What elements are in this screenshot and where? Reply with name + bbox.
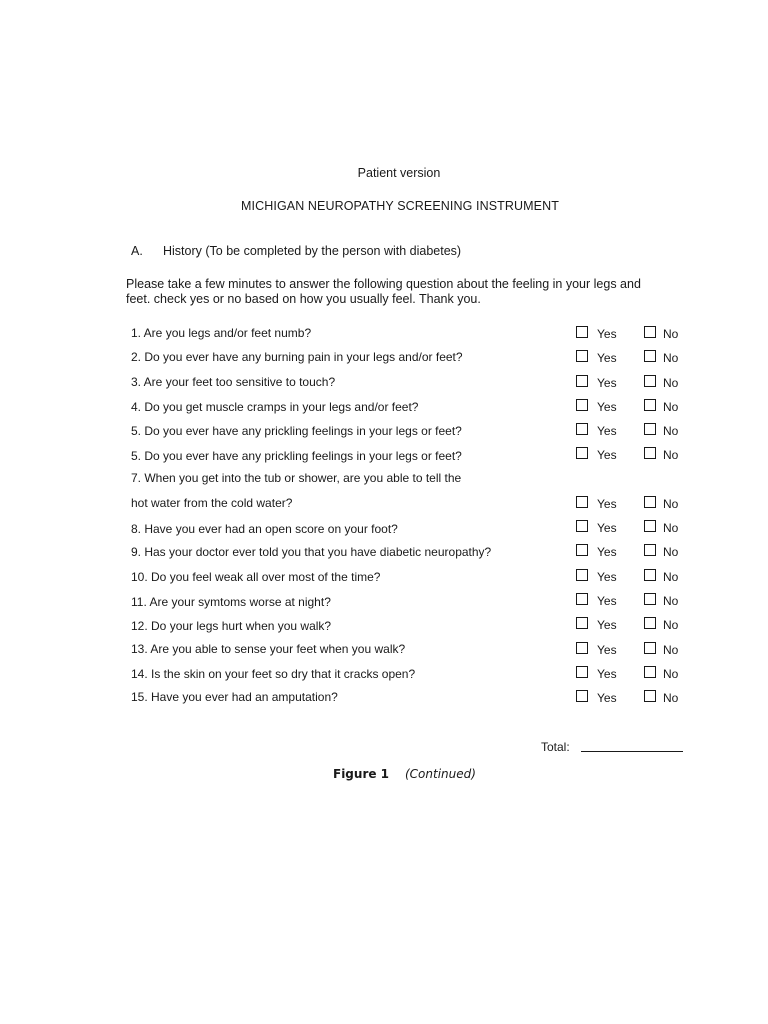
yes-label-9: Yes — [597, 545, 617, 559]
no-label-9: No — [663, 545, 679, 559]
yes-checkbox-9[interactable] — [576, 544, 588, 556]
yes-label-5: Yes — [597, 424, 617, 438]
no-checkbox-15[interactable] — [644, 690, 656, 702]
no-checkbox-12[interactable] — [644, 617, 656, 629]
question-13: 13. Are you able to sense your feet when you walk? — [131, 642, 406, 656]
no-label-15: No — [663, 691, 679, 705]
no-label-14: No — [663, 667, 679, 681]
question-12: 12. Do your legs hurt when you walk? — [131, 619, 332, 633]
figure-continued-note: (Continued) — [405, 767, 476, 781]
no-checkbox-10[interactable] — [644, 569, 656, 581]
yes-label-4: Yes — [597, 400, 617, 414]
no-checkbox-6[interactable] — [644, 447, 656, 459]
no-checkbox-2[interactable] — [644, 350, 656, 362]
question-5: 5. Do you ever have any prickling feelings in your legs or feet? — [131, 424, 462, 438]
figure-label: Figure 1 — [333, 767, 390, 781]
yes-checkbox-4[interactable] — [576, 399, 588, 411]
no-label-6: No — [663, 448, 679, 462]
yes-label-2: Yes — [597, 351, 617, 365]
no-label-12: No — [663, 618, 679, 632]
yes-label-14: Yes — [597, 667, 617, 681]
no-label-1: No — [663, 327, 679, 341]
no-label-13: No — [663, 643, 679, 657]
yes-checkbox-15[interactable] — [576, 690, 588, 702]
instructions-paragraph: Please take a few minutes to answer the following question about the feeling in your legs and feet. check yes or no based on how you usually feel. Thank you. — [126, 277, 641, 306]
total-input-line[interactable] — [581, 751, 683, 752]
question-11: 11. Are your symtoms worse at night? — [131, 595, 331, 609]
question-15: 15. Have you ever had an amputation? — [131, 690, 338, 704]
no-checkbox-9[interactable] — [644, 544, 656, 556]
yes-label-7: Yes — [597, 497, 617, 511]
yes-label-8: Yes — [597, 521, 617, 535]
no-checkbox-1[interactable] — [644, 326, 656, 338]
question-7: 7. When you get into the tub or shower, are you able to tell the — [131, 471, 462, 485]
question-10: 10. Do you feel weak all over most of the time? — [131, 570, 381, 584]
yes-label-11: Yes — [597, 594, 617, 608]
total-label: Total: — [541, 740, 570, 754]
question-8: 8. Have you ever had an open score on your foot? — [131, 522, 398, 536]
yes-checkbox-13[interactable] — [576, 642, 588, 654]
yes-checkbox-12[interactable] — [576, 617, 588, 629]
question-4: 4. Do you get muscle cramps in your legs and/or feet? — [131, 400, 419, 414]
no-checkbox-3[interactable] — [644, 375, 656, 387]
yes-label-3: Yes — [597, 376, 617, 390]
form-subtitle: Patient version — [357, 166, 441, 180]
yes-checkbox-3[interactable] — [576, 375, 588, 387]
no-label-8: No — [663, 521, 679, 535]
no-label-3: No — [663, 376, 679, 390]
no-label-10: No — [663, 570, 679, 584]
no-label-11: No — [663, 594, 679, 608]
form-title: MICHIGAN NEUROPATHY SCREENING INSTRUMENT — [241, 199, 559, 213]
yes-label-13: Yes — [597, 643, 617, 657]
no-checkbox-13[interactable] — [644, 642, 656, 654]
yes-label-6: Yes — [597, 448, 617, 462]
section-heading: History (To be completed by the person with diabetes) — [163, 244, 462, 258]
no-checkbox-7[interactable] — [644, 496, 656, 508]
question-7-continuation: hot water from the cold water? — [131, 496, 293, 510]
no-label-2: No — [663, 351, 679, 365]
question-2: 2. Do you ever have any burning pain in your legs and/or feet? — [131, 350, 463, 364]
yes-label-12: Yes — [597, 618, 617, 632]
yes-checkbox-2[interactable] — [576, 350, 588, 362]
no-label-5: No — [663, 424, 679, 438]
yes-checkbox-6[interactable] — [576, 447, 588, 459]
no-checkbox-5[interactable] — [644, 423, 656, 435]
yes-label-10: Yes — [597, 570, 617, 584]
yes-label-1: Yes — [597, 327, 617, 341]
question-14: 14. Is the skin on your feet so dry that it cracks open? — [131, 667, 416, 681]
yes-checkbox-8[interactable] — [576, 520, 588, 532]
yes-checkbox-5[interactable] — [576, 423, 588, 435]
yes-checkbox-14[interactable] — [576, 666, 588, 678]
question-1: 1. Are you legs and/or feet numb? — [131, 326, 312, 340]
no-checkbox-8[interactable] — [644, 520, 656, 532]
question-6: 5. Do you ever have any prickling feelings in your legs or feet? — [131, 449, 462, 463]
no-checkbox-11[interactable] — [644, 593, 656, 605]
yes-checkbox-1[interactable] — [576, 326, 588, 338]
no-label-7: No — [663, 497, 679, 511]
yes-checkbox-11[interactable] — [576, 593, 588, 605]
yes-checkbox-7[interactable] — [576, 496, 588, 508]
no-checkbox-4[interactable] — [644, 399, 656, 411]
question-3: 3. Are your feet too sensitive to touch? — [131, 375, 336, 389]
no-label-4: No — [663, 400, 679, 414]
yes-checkbox-10[interactable] — [576, 569, 588, 581]
section-letter: A. — [131, 244, 143, 258]
question-9: 9. Has your doctor ever told you that you have diabetic neuropathy? — [131, 545, 492, 559]
yes-label-15: Yes — [597, 691, 617, 705]
no-checkbox-14[interactable] — [644, 666, 656, 678]
